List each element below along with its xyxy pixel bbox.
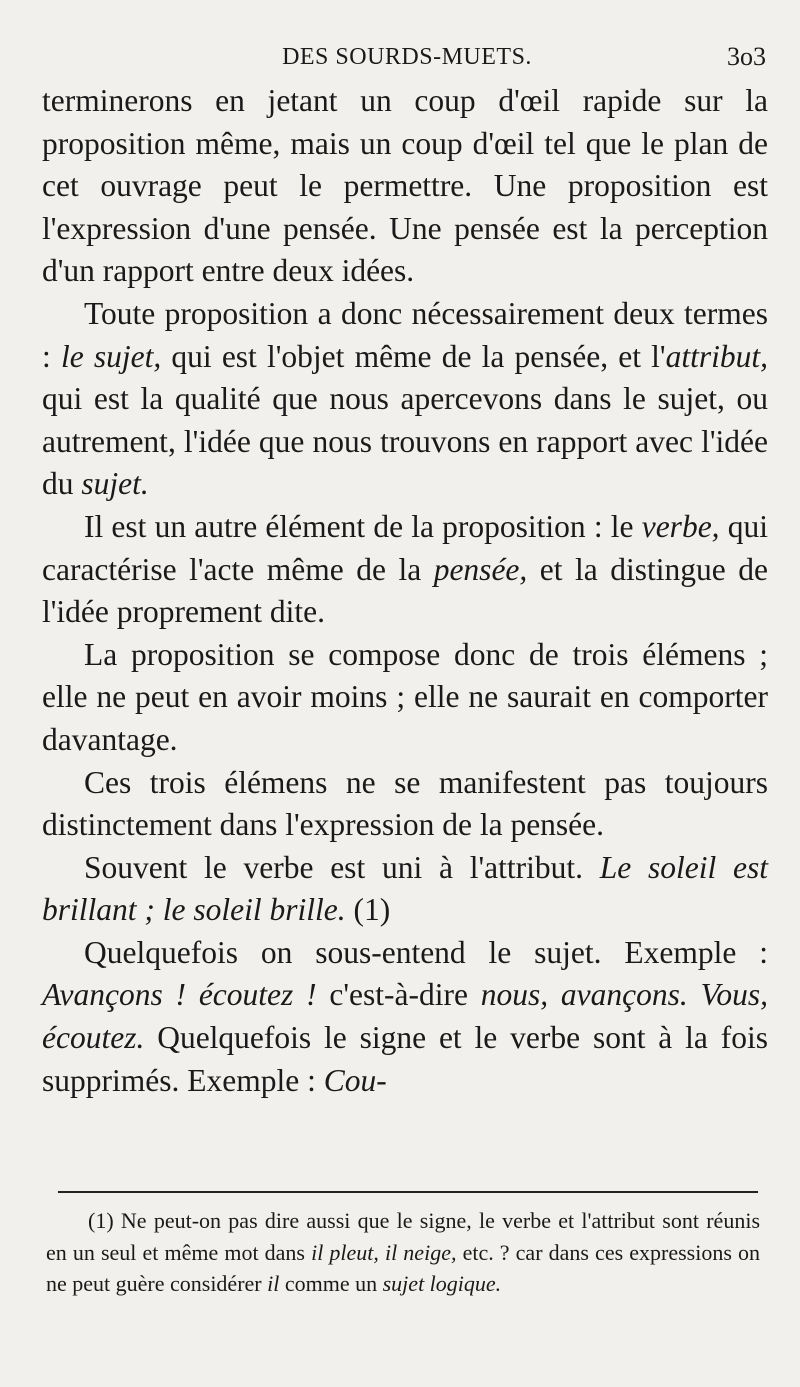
footnote-text [46, 1205, 760, 1300]
footnote-rule [58, 1191, 758, 1193]
italic-term: verbe, [641, 508, 720, 544]
italic-example: il pleut, il neige, [311, 1239, 457, 1265]
italic-term: pensée, [433, 551, 528, 587]
paragraph-1: terminerons en jetant un coup d'œil rapide sur la proposition même, mais un coup d'œil tel que le plan de cet ouvrage peut le permettre. Une proposition est l'expression d'une pensée. Une pensée est la perception d'un rapport entre deux idées. [42, 83, 768, 289]
running-title: DES SOURDS-MUETS. [282, 44, 532, 70]
text-run: etc. ? car dans ces expressions on ne peut guère considérer [46, 1239, 760, 1296]
paragraph-4: La proposition se compose donc de trois élémens ; elle ne peut en avoir moins ; elle ne saurait en comporter davantage. [42, 636, 768, 757]
italic-term: il [267, 1271, 280, 1296]
footnote [46, 1205, 760, 1300]
italic-example: Avançons ! écoutez ! [42, 977, 317, 1013]
text-run: qui caractérise l'acte même de la [42, 508, 768, 587]
text-run: qui est l'objet même de la pensée, et l' [161, 338, 666, 374]
page-header [48, 40, 766, 80]
italic-example: nous, avançons. Vous, écoutez. [42, 977, 768, 1056]
paragraph-2 [42, 293, 768, 506]
paragraph-3 [42, 506, 768, 634]
italic-term: sujet. [81, 466, 149, 502]
text-run: et la distingue de l'idée proprement dite. [42, 551, 768, 630]
italic-example: Cou- [323, 1062, 387, 1098]
footnote-ref: (1) [345, 892, 391, 928]
text-run: qui est la qualité que nous apercevons dans le sujet, ou autrement, l'idée que nous trouvons en rapport avec l'idée du [42, 381, 768, 502]
text-run: Il est un autre élément de la proposition : le [84, 508, 642, 544]
text-run: c'est-à-dire [316, 977, 481, 1013]
italic-term: attribut, [665, 338, 768, 374]
text-run: Souvent le verbe est uni à l'attribut. [84, 849, 600, 885]
italic-term: sujet logique. [382, 1271, 502, 1296]
text-run: (1) Ne peut-on pas dire aussi que le signe, le verbe et l'attribut sont réunis en un seul et même mot dans [46, 1208, 760, 1265]
main-text [42, 80, 768, 1102]
text-run: Toute proposition a donc nécessairement deux termes : [42, 295, 768, 374]
italic-example: Le soleil est brillant ; le soleil brille. [42, 849, 768, 928]
paragraph-6 [42, 847, 768, 932]
text-run: comme un [279, 1271, 383, 1296]
text-run: Quelquefois on sous-entend le sujet. Exemple : [84, 934, 768, 970]
text-run: Quelquefois le signe et le verbe sont à la fois supprimés. Exemple : [42, 1020, 768, 1098]
paragraph-7 [42, 932, 768, 1102]
paragraph-5: Ces trois élémens ne se manifestent pas toujours distinctement dans l'expression de la pensée. [42, 764, 768, 843]
page-number: 3o3 [727, 42, 766, 71]
italic-term: le sujet, [60, 338, 162, 374]
